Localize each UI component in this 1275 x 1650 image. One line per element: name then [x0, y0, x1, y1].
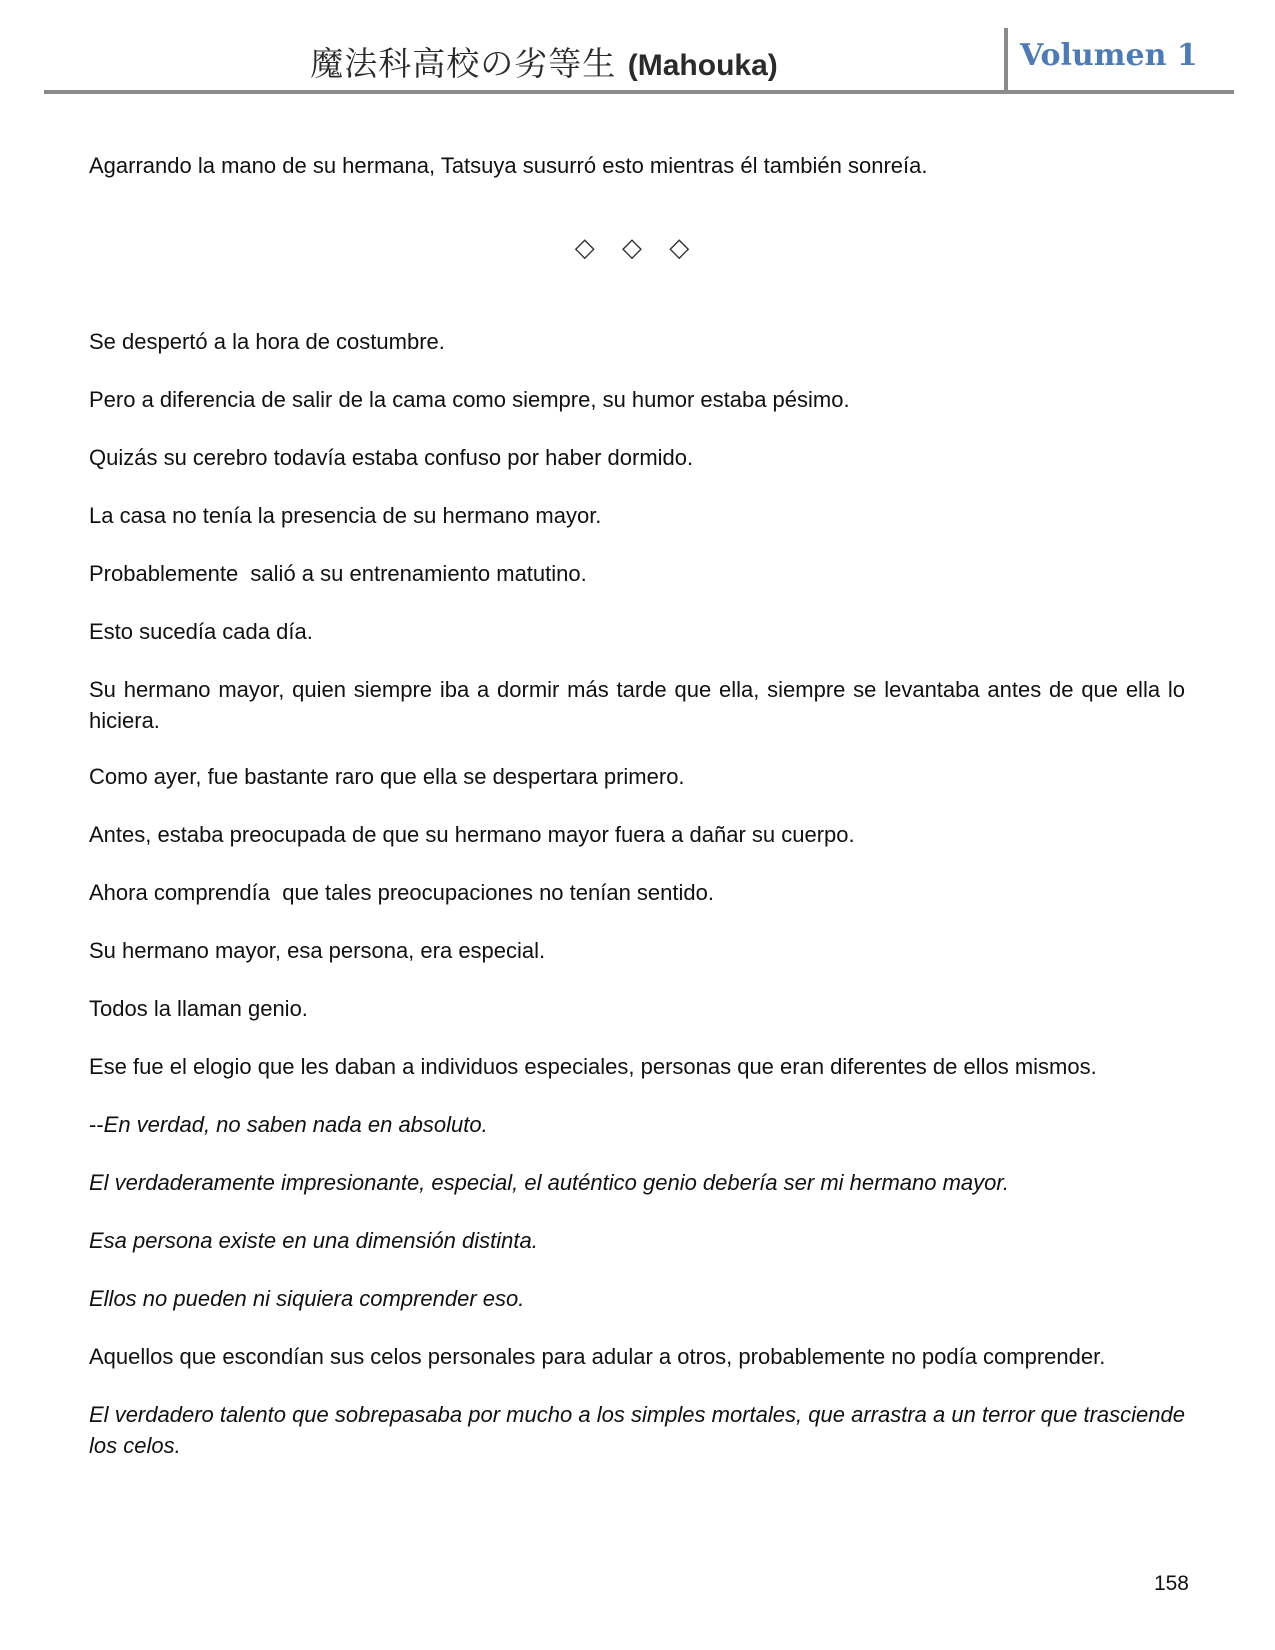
paragraph: Como ayer, fue bastante raro que ella se despertara primero.: [89, 764, 685, 789]
paragraph-italic: Esa persona existe en una dimensión distinta.: [89, 1228, 538, 1253]
paragraph: Pero a diferencia de salir de la cama como siempre, su humor estaba pésimo.: [89, 387, 850, 412]
paragraph: Su hermano mayor, esa persona, era especial.: [89, 938, 546, 963]
book-title-latin: (Mahouka): [627, 49, 778, 82]
paragraph-italic: El verdaderamente impresionante, especial, el auténtico genio debería ser mi hermano mayor.: [89, 1170, 1010, 1195]
paragraph: Todos la llaman genio.: [89, 996, 308, 1021]
header-rule: [44, 90, 1234, 94]
header-divider: [1004, 28, 1008, 92]
paragraph: Se despertó a la hora de costumbre.: [89, 329, 445, 354]
paragraph-italic: Ellos no pueden ni siquiera comprender eso.: [89, 1286, 525, 1311]
paragraph-italic: [89, 1109, 1185, 1140]
paragraph: Ese fue el elogio que les daban a individuos especiales, personas que eran diferentes de ellos mismos.: [89, 1054, 1097, 1079]
scene-separator-diamonds-icon: ◇ ◇ ◇: [574, 232, 700, 262]
paragraph: Ahora comprendía que tales preocupaciones no tenían sentido.: [89, 880, 714, 905]
paragraph: Quizás su cerebro todavía estaba confuso por haber dormido.: [89, 445, 694, 470]
paragraph: Esto sucedía cada día.: [89, 619, 313, 644]
book-title-japanese: 魔法科高校の劣等生: [310, 44, 617, 83]
paragraph: La casa no tenía la presencia de su hermano mayor.: [89, 503, 602, 528]
dash-prefix: --: [89, 1112, 104, 1137]
paragraph: Agarrando la mano de su hermana, Tatsuya susurró esto mientras él también sonreía.: [89, 153, 928, 178]
page-number: 158: [1153, 1572, 1189, 1595]
paragraph: Probablemente salió a su entrenamiento matutino.: [89, 561, 587, 586]
paragraph-italic: El verdadero talento que sobrepasaba por mucho a los simples mortales, que arrastra a un terror que trasciende los celos.: [89, 1402, 1185, 1458]
paragraph: Su hermano mayor, quien siempre iba a dormir más tarde que ella, siempre se levantaba antes de que ella lo hiciera.: [89, 677, 1185, 733]
volume-label: Volumen 1: [1020, 38, 1198, 73]
book-title: [44, 38, 1044, 85]
paragraph: Aquellos que escondían sus celos personales para adular a otros, probablemente no podía comprender.: [89, 1344, 1106, 1369]
italic-text: En verdad, no saben nada en absoluto.: [103, 1112, 488, 1137]
page-header: [44, 28, 1234, 92]
paragraph: Antes, estaba preocupada de que su hermano mayor fuera a dañar su cuerpo.: [89, 822, 855, 847]
